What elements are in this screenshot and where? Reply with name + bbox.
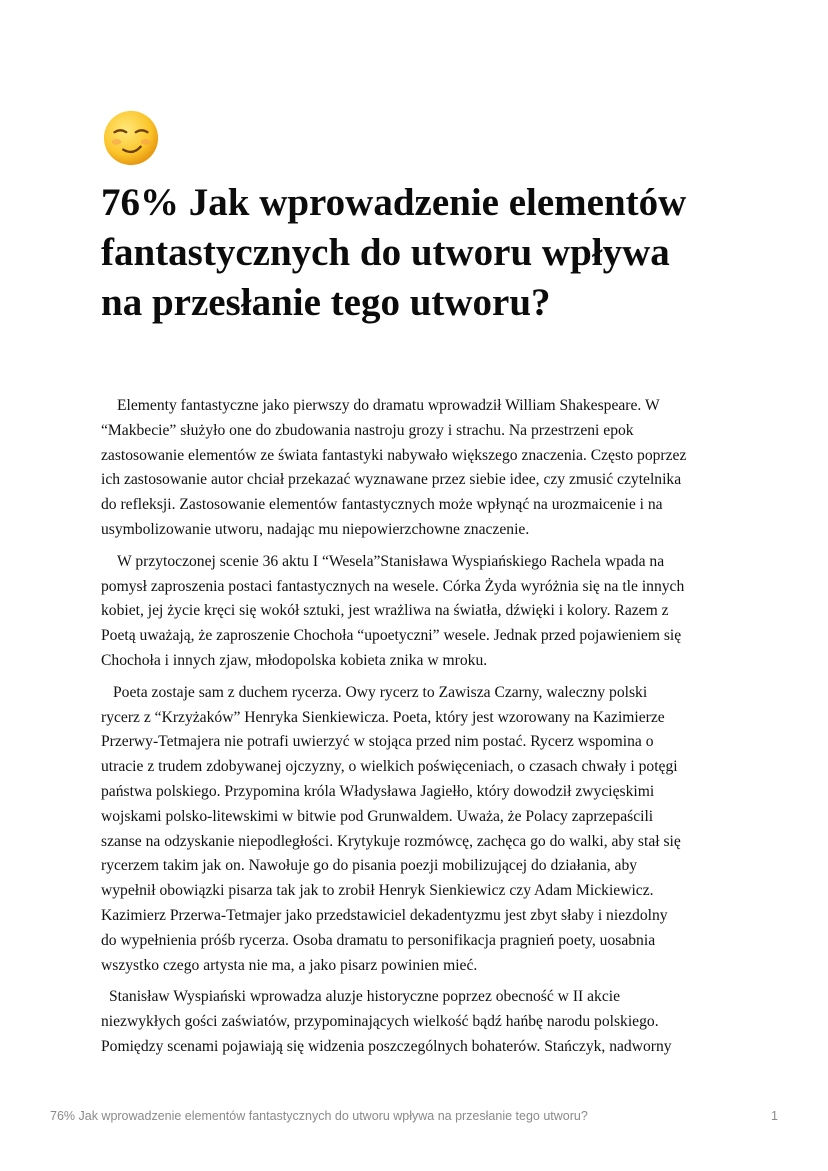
page-footer-title: 76% Jak wprowadzenie elementów fantastycznych do utworu wpływa na przesłanie tego utworu? — [50, 1109, 588, 1123]
paragraph-line: do refleksji. Zastosowanie elementów fantastycznych może wpłynąć na urozmaicenie i na — [101, 496, 663, 514]
page-number: 1 — [771, 1109, 778, 1123]
paragraph-line: wypełnił obowiązki pisarza tak jak to zrobił Henryk Sienkiewicz czy Adam Mickiewicz. — [101, 882, 654, 900]
title-line: 76% Jak wprowadzenie elementów — [101, 181, 687, 224]
paragraph-line: wojskami polsko-litewskimi w bitwie pod Grunwaldem. Uważa, że Polacy zaprzepaścili — [101, 807, 654, 825]
paragraph-line: ich zastosowanie autor chciał przekazać wyznawane przez siebie idee, czy zmusić czytelnika — [101, 471, 682, 489]
document-title — [101, 178, 781, 328]
paragraph-line: wszystko czego artysta nie ma, a jako pisarz powinien mieć. — [101, 956, 478, 974]
paragraph — [101, 550, 781, 674]
paragraph-line: rycerz z “Krzyżaków” Henryka Sienkiewicza. Poeta, który jest wzorowany na Kazimierze — [101, 708, 665, 726]
smirking-face-emoji-icon — [102, 109, 160, 167]
paragraph-line: Elementy fantastyczne jako pierwszy do dramatu wprowadził William Shakespeare. W — [117, 397, 660, 414]
document-body — [101, 394, 781, 1067]
title-line: na przesłanie tego utworu? — [101, 281, 551, 324]
paragraph-line: szanse na odzyskanie niepodległości. Krytykuje rozmówcę, zachęca go do walki, aby stał się — [101, 832, 681, 850]
paragraph-line: “Makbecie” służyło one do zbudowania nastroju grozy i strachu. Na przestrzeni epok — [101, 421, 634, 439]
paragraph-line: do wypełnienia próśb rycerza. Osoba dramatu to personifikacja pragnień poety, uosabnia — [101, 931, 656, 949]
title-line: fantastycznych do utworu wpływa — [101, 231, 670, 274]
paragraph-line: Przerwy-Tetmajera nie potrafi uwierzyć w stojąca przed nim postać. Rycerz wspomina o — [101, 733, 654, 751]
paragraph-line: kobiet, jej życie kręci się wokół sztuki, jest wrażliwa na światła, dźwięki i kolory. Razem z — [101, 602, 669, 620]
paragraph-line: Chochoła i innych zjaw, młodopolska kobieta znika w mroku. — [101, 651, 488, 669]
paragraph-line: Stanisław Wyspiański wprowadza aluzje historyczne poprzez obecność w II akcie — [109, 988, 621, 1006]
paragraph-line: Kazimierz Przerwa-Tetmajer jako przedstawiciel dekadentyzmu jest zbyt słaby i niezdolny — [101, 906, 668, 924]
paragraph-line: Poetą uważają, że zaproszenie Chochoła “upoetyczni” wesele. Jednak przed pojawieniem się — [101, 627, 682, 645]
paragraph — [101, 394, 781, 543]
paragraph — [101, 985, 781, 1059]
paragraph-line: pomysł zaproszenia postaci fantastycznych na wesele. Córka Żyda wyróżnia się na tle innych — [101, 577, 685, 595]
paragraph-line: zastosowanie elementów ze świata fantastyki nabywało większego znaczenia. Często poprzez — [101, 446, 687, 464]
paragraph-line: Poeta zostaje sam z duchem rycerza. Owy rycerz to Zawisza Czarny, waleczny polski — [113, 683, 648, 701]
paragraph-line: utracie z trudem zdobywanej ojczyzny, o wielkich poświęceniach, o czasach chwały i potęgi — [101, 758, 678, 776]
paragraph-line: Pomiędzy scenami pojawiają się widzenia poszczególnych bohaterów. Stańczyk, nadworny — [101, 1037, 672, 1055]
paragraph-line: W przytoczonej scenie 36 aktu I “Wesela”Stanisława Wyspiańskiego Rachela wpada na — [117, 552, 665, 570]
paragraph-line: niezwykłych gości zaświatów, przypominających wielkość bądź hańbę narodu polskiego. — [101, 1013, 659, 1031]
paragraph-line: państwa polskiego. Przypomina króla Władysława Jagiełło, który dowodził zwycięskimi — [101, 782, 655, 800]
paragraph-line: usymbolizowanie utworu, nadając mu niepowierzchowne znaczenie. — [101, 520, 530, 538]
paragraph-line: rycerzem takim jak on. Nawołuje go do pisania poezji mobilizującej do działania, aby — [101, 857, 638, 875]
paragraph — [101, 681, 781, 979]
